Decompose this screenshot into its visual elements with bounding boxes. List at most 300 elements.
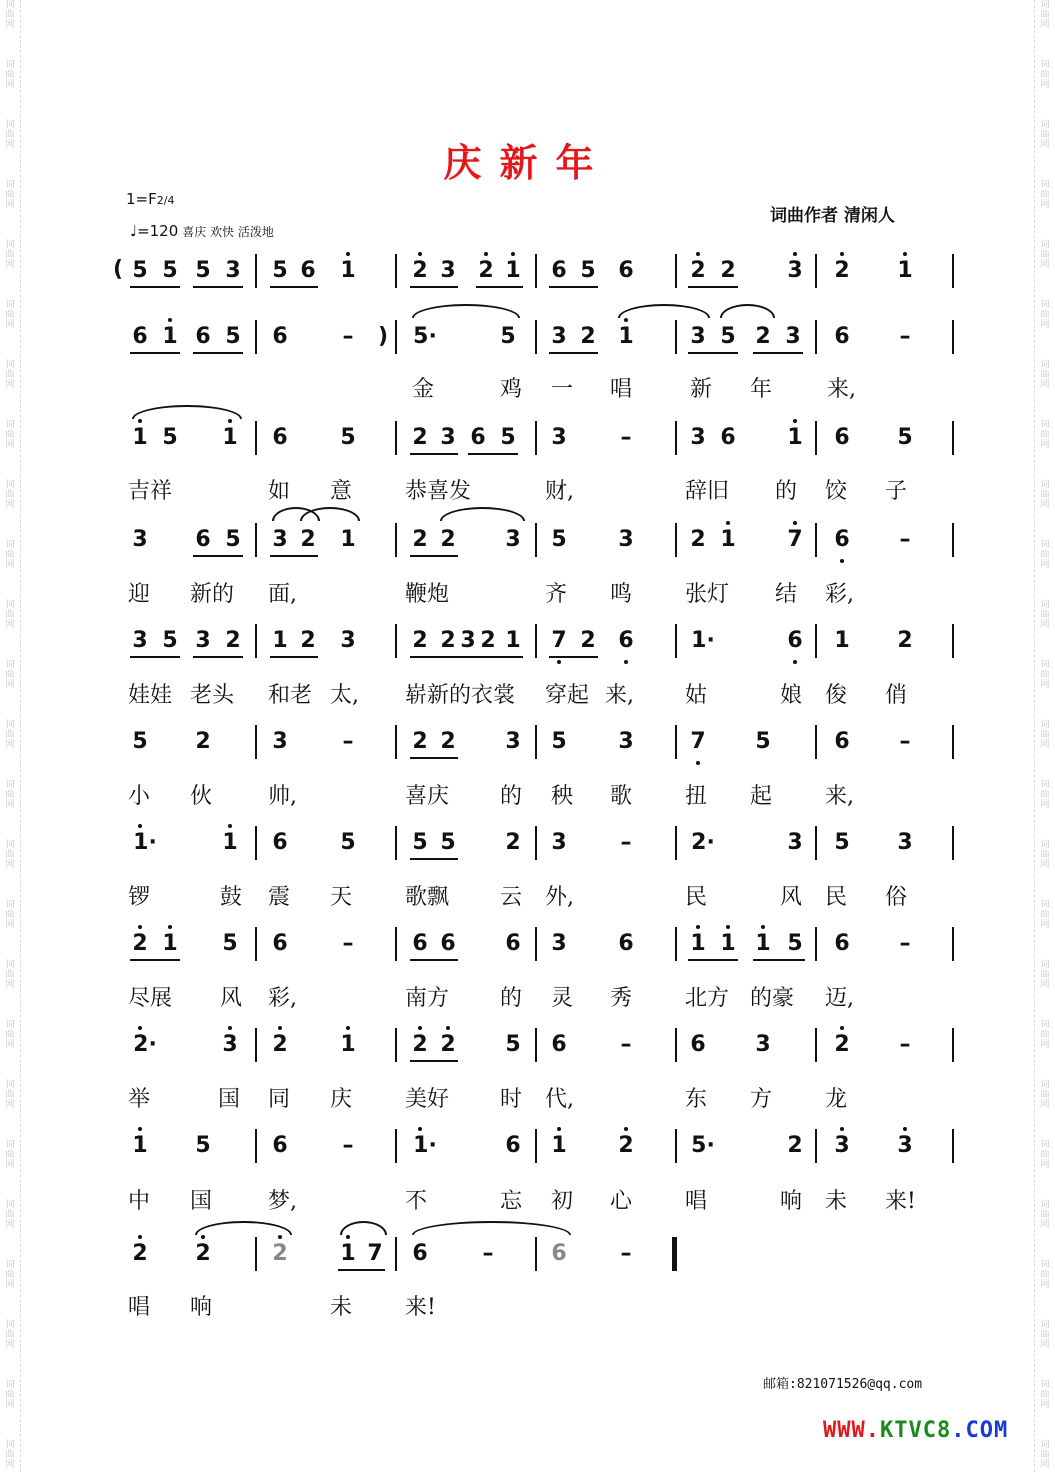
lyric-word: 崭新的衣裳 (405, 683, 516, 708)
note: 3 (505, 729, 521, 754)
note: 6 (412, 1241, 428, 1266)
note: 2 (412, 729, 428, 754)
note: 6 (834, 729, 850, 754)
note: 2 (720, 258, 736, 283)
note: 1 (340, 527, 356, 552)
lyric-word: 唱 (128, 1295, 151, 1320)
lyric-word: 外, (545, 885, 574, 910)
octave-dot (278, 1026, 282, 1030)
bar-line (675, 1129, 677, 1163)
note: 6 (470, 425, 486, 450)
watermark-text: 词 曲 网 (1040, 840, 1050, 870)
underline (688, 286, 738, 288)
watermark-right (1034, 0, 1055, 1472)
underline (753, 959, 805, 961)
underline (549, 352, 598, 354)
bar-line (535, 254, 537, 288)
note: 2 (412, 425, 428, 450)
note: 7 (787, 527, 803, 552)
note: 1 (340, 258, 356, 283)
octave-dot (138, 1235, 142, 1239)
lyric-word: 不 (405, 1189, 428, 1214)
octave-dot (484, 252, 488, 256)
lyric-word: 彩, (268, 986, 297, 1011)
note: 1 (162, 324, 178, 349)
watermark-text: 词 曲 网 (5, 480, 15, 510)
bar-line (952, 1028, 954, 1062)
note: 2 (272, 1032, 288, 1057)
octave-dot (278, 1235, 282, 1239)
underline (130, 959, 180, 961)
note: – (620, 1032, 632, 1057)
octave-dot (228, 1026, 232, 1030)
underline (338, 1269, 385, 1271)
email-text: 邮箱:821071526@qq.com (763, 1377, 923, 1392)
note: 5 (755, 729, 771, 754)
lyric-word: 鞭炮 (405, 582, 450, 607)
underline (410, 656, 458, 658)
bar-line (675, 421, 677, 455)
bar-line (815, 1028, 817, 1062)
underline (130, 656, 180, 658)
lyric-word: 来, (827, 377, 856, 402)
underline (410, 453, 458, 455)
note: – (342, 729, 354, 754)
note: 2 (272, 1241, 288, 1266)
bar-line (255, 320, 257, 354)
note: 2 (440, 729, 456, 754)
note: 2 (412, 628, 428, 653)
note: 6 (300, 258, 316, 283)
bar-line (675, 826, 677, 860)
lyric-word: 唱 (685, 1189, 708, 1214)
note: 1 (720, 931, 736, 956)
note: 1 (720, 527, 736, 552)
note: 2· (133, 1032, 157, 1057)
lyric-word: 饺 (825, 479, 848, 504)
watermark-text: 词 曲 网 (5, 120, 15, 150)
lyric-word: 同 (268, 1087, 291, 1112)
note: 3 (132, 628, 148, 653)
note: 3 (551, 830, 567, 855)
lyric-word: 娃娃 (128, 683, 173, 708)
lyric-word: 的 (500, 784, 523, 809)
bar-line (815, 826, 817, 860)
underline (270, 656, 318, 658)
watermark-text: 词 曲 网 (1040, 960, 1050, 990)
note: – (342, 931, 354, 956)
note: 1 (618, 324, 634, 349)
note: 2 (897, 628, 913, 653)
lyric-word: 来! (405, 1295, 436, 1320)
watermark-text: 词 曲 网 (1040, 900, 1050, 930)
watermark-text: 词 曲 网 (5, 1200, 15, 1230)
note: 5 (834, 830, 850, 855)
watermark-text: 词 曲 网 (5, 540, 15, 570)
note: 2 (300, 527, 316, 552)
note: 3 (755, 1032, 771, 1057)
watermark-text: 词 曲 网 (5, 720, 15, 750)
bar-line (952, 927, 954, 961)
underline (688, 959, 738, 961)
bar-line (535, 320, 537, 354)
note: 6 (551, 258, 567, 283)
bar-line (395, 254, 397, 288)
octave-dot (557, 660, 561, 664)
lyric-word: 北方 (685, 986, 730, 1011)
lyric-word: 辞旧 (685, 479, 730, 504)
bar-line (395, 725, 397, 759)
lyric-word: 歌 (610, 784, 633, 809)
key-signature (126, 190, 174, 208)
watermark-text: 词 曲 网 (1040, 120, 1050, 150)
note: 3 (551, 425, 567, 450)
lyric-word: 的豪 (750, 986, 795, 1011)
lyric-word: 方 (750, 1087, 773, 1112)
note: 5 (225, 527, 241, 552)
site-logo (823, 1418, 1008, 1443)
bar-line (675, 523, 677, 557)
octave-dot (624, 1127, 628, 1131)
lyric-word: 年 (750, 377, 773, 402)
underline (270, 286, 318, 288)
lyric-word: 代, (545, 1087, 574, 1112)
watermark-text: 词 曲 网 (1040, 720, 1050, 750)
note: 2 (440, 527, 456, 552)
bar-line (815, 421, 817, 455)
page-title: 庆新年 (443, 140, 612, 185)
bar-line (535, 624, 537, 658)
note: 3 (690, 324, 706, 349)
note: 2 (505, 830, 521, 855)
lyric-word: 初 (551, 1189, 574, 1214)
note: 1 (787, 425, 803, 450)
note: 3 (834, 1133, 850, 1158)
note: 1 (222, 425, 238, 450)
bar-line (255, 1129, 257, 1163)
note: 1· (691, 628, 715, 653)
site-logo-part: .COM (951, 1418, 1009, 1443)
lyric-word: 齐 (545, 582, 568, 607)
slur (340, 1221, 387, 1235)
watermark-text: 词 曲 网 (1040, 1140, 1050, 1170)
octave-dot (168, 925, 172, 929)
lyric-word: 国 (190, 1189, 213, 1214)
bar-line (675, 320, 677, 354)
lyric-word: 和老 (268, 683, 313, 708)
note: 1 (551, 1133, 567, 1158)
note: 1 (897, 258, 913, 283)
watermark-text: 词 曲 网 (5, 0, 15, 30)
note: 3 (897, 830, 913, 855)
note: 2 (440, 1032, 456, 1057)
note: 5 (897, 425, 913, 450)
bar-line (535, 826, 537, 860)
note: 3 (272, 527, 288, 552)
time-signature: 2/4 (156, 194, 175, 207)
lyric-word: 迎 (128, 582, 151, 607)
lyric-word: 吉祥 (128, 479, 173, 504)
lyric-word: 鸡 (500, 377, 523, 402)
octave-dot (138, 1127, 142, 1131)
bar-line (255, 254, 257, 288)
note: 5 (195, 1133, 211, 1158)
watermark-text: 词 曲 网 (5, 960, 15, 990)
watermark-text: 词 曲 网 (1040, 300, 1050, 330)
note: 6 (787, 628, 803, 653)
octave-dot (418, 252, 422, 256)
lyric-word: 龙 (825, 1087, 848, 1112)
site-logo-part: WWW. (823, 1418, 880, 1443)
note: 2 (690, 527, 706, 552)
bar-line (535, 1129, 537, 1163)
watermark-text: 词 曲 网 (5, 300, 15, 330)
octave-dot (346, 1026, 350, 1030)
note: 6 (195, 527, 211, 552)
note: 5 (440, 830, 456, 855)
note: 1 (132, 1133, 148, 1158)
lyric-word: 伙 (190, 784, 213, 809)
lyric-word: 张灯 (685, 582, 730, 607)
note: 1 (222, 830, 238, 855)
underline (476, 286, 523, 288)
note: 5 (580, 258, 596, 283)
note: 3 (132, 527, 148, 552)
note: 6 (412, 931, 428, 956)
note: – (899, 1032, 911, 1057)
lyric-word: 小 (128, 784, 151, 809)
note: 3 (618, 527, 634, 552)
note: 5 (505, 1032, 521, 1057)
watermark-text: 词 曲 网 (1040, 1440, 1050, 1470)
note: ) (377, 324, 389, 349)
watermark-text: 词 曲 网 (1040, 240, 1050, 270)
note: 5 (551, 729, 567, 754)
note: 6 (618, 628, 634, 653)
note: 6 (834, 324, 850, 349)
watermark-text: 词 曲 网 (1040, 480, 1050, 510)
lyric-word: 金 (412, 377, 435, 402)
note: 1 (834, 628, 850, 653)
slur (440, 507, 525, 521)
lyric-word: 歌飘 (405, 885, 450, 910)
octave-dot (201, 1235, 205, 1239)
octave-dot (840, 559, 844, 563)
note: 7 (367, 1241, 383, 1266)
bar-line (535, 523, 537, 557)
site-logo-part: KTVC8 (879, 1418, 952, 1443)
lyric-word: 扭 (685, 784, 708, 809)
note: 3 (551, 324, 567, 349)
note: 3 (787, 830, 803, 855)
note: 2 (300, 628, 316, 653)
tempo-value: ♩=120 (130, 222, 179, 240)
lyric-word: 结 (775, 582, 798, 607)
underline (193, 555, 243, 557)
bar-line (952, 320, 954, 354)
lyric-word: 来! (885, 1189, 916, 1214)
note: 5 (162, 628, 178, 653)
note: 6 (834, 931, 850, 956)
octave-dot (903, 252, 907, 256)
note: 3 (340, 628, 356, 653)
octave-dot (793, 252, 797, 256)
bar-line (255, 1237, 257, 1271)
lyric-word: 俏 (885, 683, 908, 708)
bar-line (395, 523, 397, 557)
note: 5 (272, 258, 288, 283)
lyric-word: 东 (685, 1087, 708, 1112)
slur (618, 304, 710, 318)
watermark-text: 词 曲 网 (5, 1260, 15, 1290)
author-credit: 词曲作者 清闲人 (770, 206, 895, 226)
bar-line (535, 927, 537, 961)
note: 2 (412, 1032, 428, 1057)
note: 3 (690, 425, 706, 450)
octave-dot (228, 824, 232, 828)
octave-dot (228, 419, 232, 423)
underline (458, 656, 523, 658)
lyric-word: 时 (500, 1087, 523, 1112)
bar-line (395, 826, 397, 860)
note: 2 (580, 628, 596, 653)
note: 5 (500, 324, 516, 349)
note: 5 (132, 729, 148, 754)
watermark-text: 词 曲 网 (5, 420, 15, 450)
lyric-word: 庆 (330, 1087, 353, 1112)
underline (753, 352, 803, 354)
note: 2 (412, 258, 428, 283)
note: 1 (132, 425, 148, 450)
note: 3 (440, 425, 456, 450)
note: 1· (133, 830, 157, 855)
note: 6 (272, 830, 288, 855)
watermark-text: 词 曲 网 (1040, 360, 1050, 390)
note: 3 (272, 729, 288, 754)
bar-line (815, 725, 817, 759)
bar-line (255, 624, 257, 658)
lyric-word: 穿起 (545, 683, 590, 708)
lyric-word: 梦, (268, 1189, 297, 1214)
lyric-word: 来, (605, 683, 634, 708)
bar-line (952, 421, 954, 455)
octave-dot (557, 1127, 561, 1131)
lyric-word: 举 (128, 1087, 151, 1112)
bar-line (535, 725, 537, 759)
note: 2 (412, 527, 428, 552)
bar-line (395, 1129, 397, 1163)
note: 6 (272, 1133, 288, 1158)
lyric-word: 鸣 (610, 582, 633, 607)
underline (410, 757, 458, 759)
note: 6 (618, 931, 634, 956)
lyric-word: 如 (268, 479, 291, 504)
bar-line (675, 1028, 677, 1062)
lyric-word: 的 (500, 986, 523, 1011)
note: 5 (500, 425, 516, 450)
lyric-word: 响 (780, 1189, 803, 1214)
note: 6 (505, 931, 521, 956)
note: 2 (787, 1133, 803, 1158)
lyric-word: 一 (551, 377, 574, 402)
note: 2 (478, 258, 494, 283)
lyric-word: 民 (685, 885, 708, 910)
note: – (620, 1241, 632, 1266)
underline (130, 352, 180, 354)
lyric-word: 财, (545, 479, 574, 504)
watermark-text: 词 曲 网 (1040, 1320, 1050, 1350)
underline (410, 858, 458, 860)
note: – (899, 527, 911, 552)
final-barline (672, 1237, 677, 1271)
note: 3 (785, 324, 801, 349)
note: 2 (440, 628, 456, 653)
note: 6 (720, 425, 736, 450)
watermark-text: 词 曲 网 (1040, 420, 1050, 450)
octave-dot (418, 1026, 422, 1030)
underline (410, 959, 458, 961)
lyric-word: 云 (500, 885, 523, 910)
bar-line (255, 725, 257, 759)
watermark-text: 词 曲 网 (5, 1080, 15, 1110)
note: – (899, 931, 911, 956)
note: 2 (755, 324, 771, 349)
note: 1 (505, 258, 521, 283)
bar-line (815, 624, 817, 658)
watermark-text: 词 曲 网 (1040, 1260, 1050, 1290)
note: – (342, 324, 354, 349)
octave-dot (138, 925, 142, 929)
lyric-word: 未 (825, 1189, 848, 1214)
octave-dot (138, 419, 142, 423)
underline (549, 286, 598, 288)
lyric-word: 震 (268, 885, 291, 910)
watermark-text: 词 曲 网 (1040, 540, 1050, 570)
octave-dot (696, 925, 700, 929)
note: 2 (225, 628, 241, 653)
lyric-word: 唱 (610, 377, 633, 402)
lyric-word: 灵 (551, 986, 574, 1011)
note: 5 (340, 425, 356, 450)
note: 6 (690, 1032, 706, 1057)
lyric-word: 秧 (551, 784, 574, 809)
lyric-word: 锣 (128, 885, 151, 910)
note: 6 (834, 527, 850, 552)
octave-dot (346, 252, 350, 256)
note: 5 (132, 258, 148, 283)
lyric-word: 风 (780, 885, 803, 910)
bar-line (535, 1028, 537, 1062)
octave-dot (168, 318, 172, 322)
key-label: 1=F (126, 190, 157, 208)
bar-line (815, 254, 817, 288)
note: 1· (413, 1133, 437, 1158)
underline (130, 286, 180, 288)
lyric-word: 美好 (405, 1087, 450, 1112)
bar-line (952, 254, 954, 288)
octave-dot (138, 1026, 142, 1030)
slur (412, 1221, 571, 1235)
octave-dot (346, 1235, 350, 1239)
bar-line (952, 1129, 954, 1163)
lyric-word: 来, (825, 784, 854, 809)
note: 1 (755, 931, 771, 956)
octave-dot (696, 761, 700, 765)
lyric-word: 民 (825, 885, 848, 910)
watermark-left (0, 0, 21, 1472)
note: 6 (618, 258, 634, 283)
note: 6 (272, 931, 288, 956)
